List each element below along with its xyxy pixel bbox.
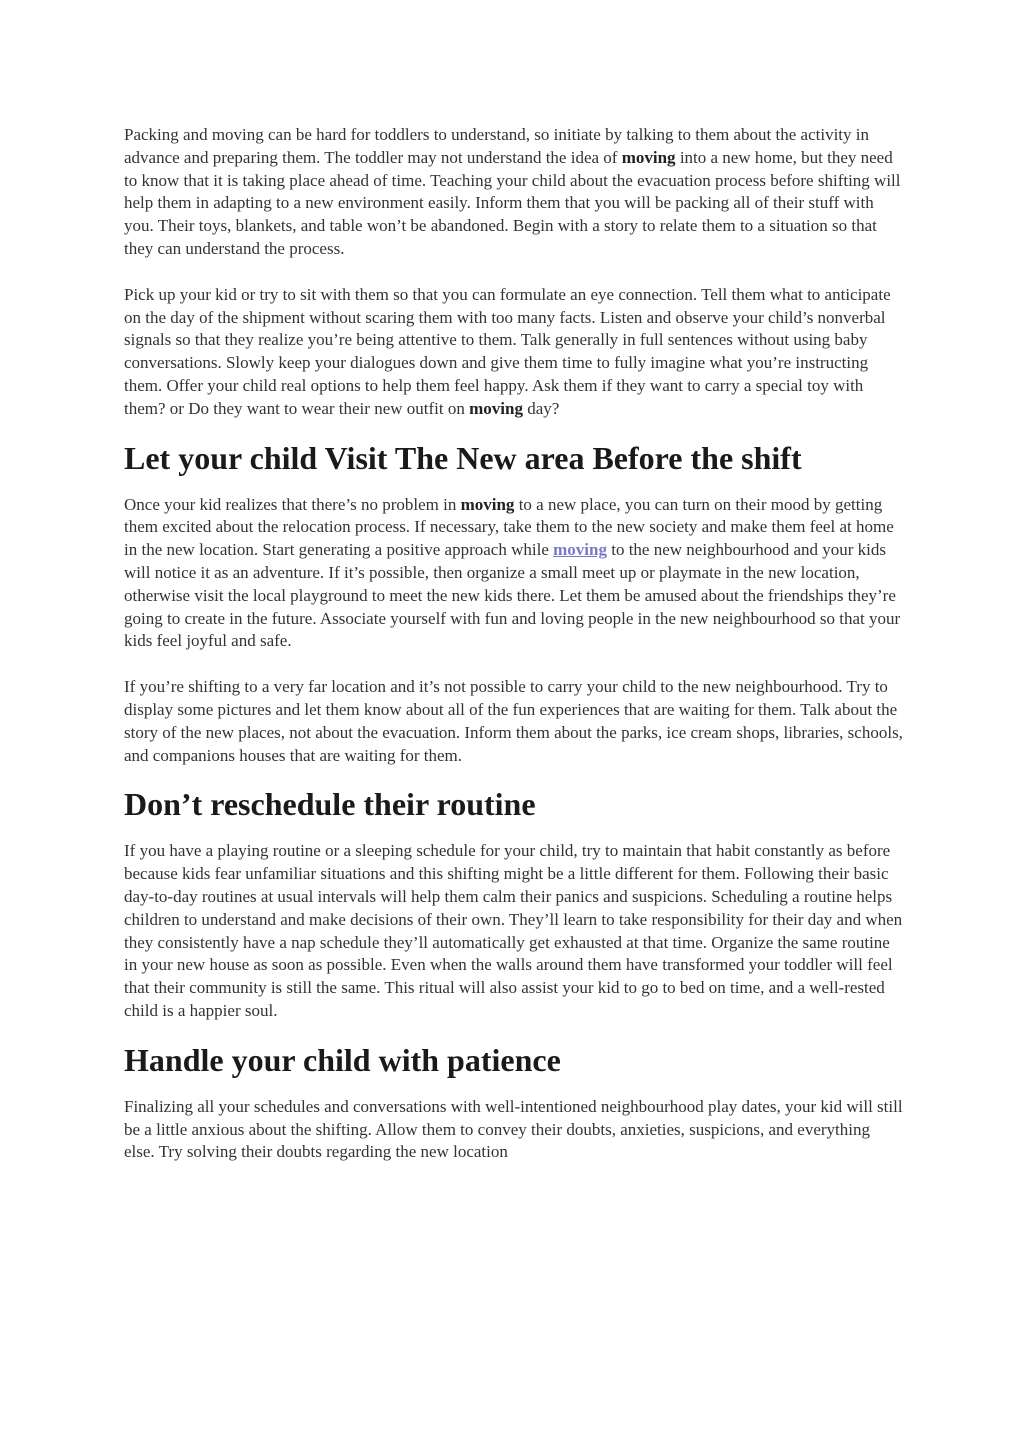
paragraph-routine: If you have a playing routine or a sleeping schedule for your child, try to maintain that habit constantly as before because kids fear unfamiliar situations and this shifting might be a little different for them. Following their basic day-to-day routines at usual intervals will help them calm their panics and suspicions. Scheduling a routine helps children to understand and make decisions of their own. They’ll learn to take responsibility for their day and when they consistently have a nap schedule they’ll automatically get exhausted at that time. Organize the same routine in your new house as soon as possible. Even when the walls around them have transformed your toddler will feel that their community is still the same. This ritual will also assist your kid to go to bed on time, and a well-rested child is a happier soul. bbox=[124, 841, 903, 1020]
document-page bbox=[124, 124, 904, 1164]
bold-keyword: moving bbox=[469, 398, 523, 418]
paragraph-text: into a new home, but they need to know that it is taking place ahead of time. Teaching your child about the evacuation process before shifting will help them in adapting to a new environment easily. Inform them that you will be packing all of their stuff with you. Their toys, blankets, and table won’t be abandoned. Begin with a story to relate them to a situation so that they can understand the process. bbox=[124, 147, 901, 258]
bold-keyword: moving bbox=[621, 147, 676, 167]
paragraph-text: to the new neighbourhood and your kids will notice it as an adventure. If it’s possible, then organize a small meet up or playmate in the new location, otherwise visit the local playground to meet the new kids there. Let them be amused about the friendships they’re going to create in the future. Associate yourself with fun and loving people in the new neighbourhood so that your kids feel joyful and safe. bbox=[124, 540, 901, 651]
paragraph-eye-connection bbox=[124, 284, 904, 421]
heading-routine: Don’t reschedule their routine bbox=[124, 786, 536, 823]
paragraph-text: Pick up your kid or try to sit with them so that you can formulate an eye connection. Tell them what to anticipate on the day of the shipment without scaring them with too many facts. Listen and observe your child’s nonverbal signals so that they realize you’re being attentive to them. Talk generally in full sentences without using baby conversations. Slowly keep your dialogues down and give them time to fully imagine what you’re instructing them. Offer your child real options to help them feel happy. Ask them if they want to carry a special toy with them? or Do they want to wear their new outfit on bbox=[124, 284, 891, 418]
bold-keyword: moving bbox=[460, 494, 515, 514]
paragraph-text: Packing and moving can be hard for toddlers to understand, so initiate by talking to them about the activity in advance and preparing them. The toddler may not understand the idea of bbox=[124, 125, 870, 167]
heading-patience: Handle your child with patience bbox=[124, 1041, 561, 1078]
paragraph-visit-new-area bbox=[124, 494, 904, 654]
paragraph-text: day? bbox=[522, 398, 560, 418]
paragraph-far-location: If you’re shifting to a very far location and it’s not possible to carry your child to the new neighbourhood. Try to display some pictures and let them know about all of the fun experiences that are waiting for them. Talk about the story of the new places, not about the evacuation. Inform them about the parks, ice cream shops, libraries, schools, and companions houses that are waiting for them. bbox=[124, 677, 903, 765]
moving-link[interactable]: moving bbox=[553, 540, 607, 560]
paragraph-text: Once your kid realizes that there’s no problem in bbox=[124, 494, 461, 514]
paragraph-intro bbox=[124, 124, 904, 261]
paragraph-text: to a new place, you can turn on their mood by getting them excited about the relocation process. If necessary, take them to the new society and make them feel at home in the new location. Start generating a positive approach while bbox=[124, 494, 894, 560]
paragraph-patience: Finalizing all your schedules and conversations with well-intentioned neighbourhood play dates, your kid will still be a little anxious about the shifting. Allow them to convey their doubts, anxieties, suspicions, and everything else. Try solving their doubts regarding the new location bbox=[124, 1096, 903, 1162]
heading-visit-new-area: Let your child Visit The New area Before the shift bbox=[124, 439, 802, 476]
